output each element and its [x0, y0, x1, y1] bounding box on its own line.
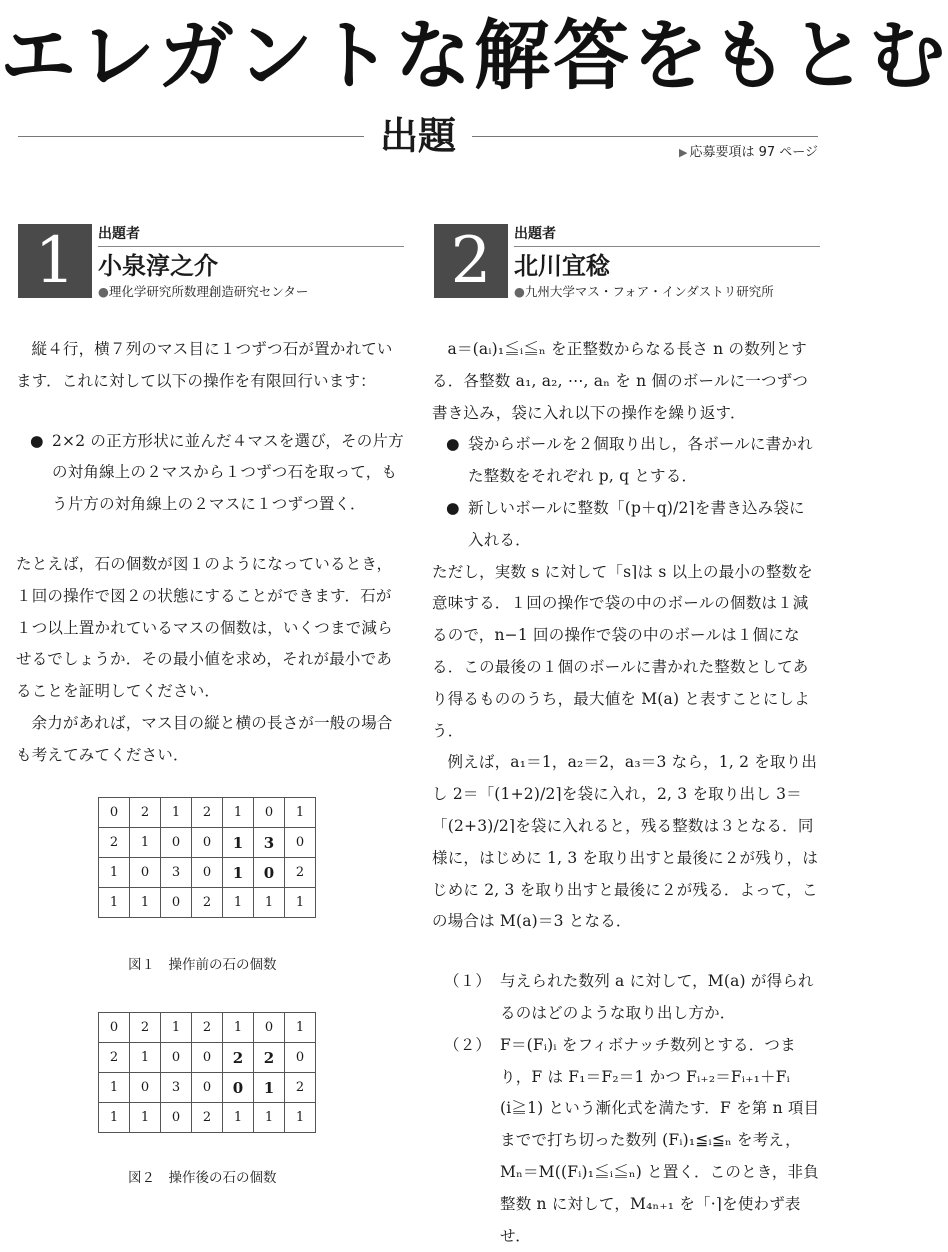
problem-1-author-name: 小泉淳之介: [98, 252, 218, 280]
figure-2-grid: [98, 1012, 316, 1133]
bullet-dot-icon: ●: [98, 284, 109, 299]
grid-cell: 1: [254, 1103, 285, 1133]
question-2-number: （２）: [444, 1035, 492, 1054]
problem-2-bullet-2-text: 新しいボールに整数「(p＋q)/2⌉を書き込み袋に入れる．: [468, 498, 805, 549]
grid-cell: 1: [223, 858, 254, 888]
problem-2-question-2: [432, 1030, 820, 1252]
grid-cell: 0: [192, 858, 223, 888]
problem-2-paragraph-2: ただし，実数 s に対して「s⌉は s 以上の最小の整数を意味する．１回の操作で袋の中のボールの個数は１減るので，n−1 回の操作で袋の中のボールは１個になる．この最後の１個のボールに書かれた整数としてあり得るもののうち，最大値を M(a) と表すことにしよう．: [432, 562, 813, 740]
grid-cell: 0: [192, 1073, 223, 1103]
figure-1-grid: [98, 797, 316, 918]
grid-cell: 2: [130, 1013, 161, 1043]
grid-cell: 1: [285, 1013, 316, 1043]
grid-cell: 0: [99, 1013, 130, 1043]
grid-cell: 3: [161, 1073, 192, 1103]
grid-cell: 0: [192, 828, 223, 858]
grid-cell: 1: [223, 1103, 254, 1133]
question-1-number: （１）: [444, 972, 492, 991]
grid-cell: 0: [192, 1043, 223, 1073]
grid-cell: 2: [285, 858, 316, 888]
grid-cell: 0: [161, 1043, 192, 1073]
grid-cell: 2: [99, 1043, 130, 1073]
grid-cell: 3: [161, 858, 192, 888]
grid-cell: 1: [130, 888, 161, 918]
grid-row: [99, 828, 316, 858]
problem-1-number-badge: 1: [18, 224, 92, 298]
grid-cell: 2: [130, 798, 161, 828]
grid-cell: 1: [161, 1013, 192, 1043]
problem-1-text: [16, 334, 404, 772]
problem-1-bullet: [16, 426, 404, 521]
problem-2-intro: a＝(aᵢ)₁≦ᵢ≦ₙ を正整数からなる長さ n の数列とする．各整数 a₁, a₂, ⋯, aₙ を n 個のボールに一つずつ書き込み，袋に入れ以下の操作を繰り返す．: [432, 340, 809, 422]
problem-2-bullet-1: [432, 429, 820, 493]
bullet-dot-icon: ●: [30, 431, 44, 450]
grid-row: [99, 1043, 316, 1073]
grid-row: [99, 1073, 316, 1103]
problem-1-author-block: [98, 224, 404, 301]
grid-cell: 1: [99, 1103, 130, 1133]
grid-row: [99, 1013, 316, 1043]
grid-cell: 0: [99, 798, 130, 828]
problem-1-paragraph-3: 余力があれば，マス目の縦と横の長さが一般の場合も考えてみてください．: [16, 713, 393, 764]
grid-cell: 0: [161, 828, 192, 858]
grid-cell: 1: [223, 828, 254, 858]
grid-cell: 0: [285, 828, 316, 858]
problem-1-author-rule: [98, 246, 404, 247]
problem-2-author-rule: [514, 246, 820, 247]
triangle-right-icon: ▶: [678, 146, 688, 159]
grid-cell: 0: [254, 798, 285, 828]
problem-1-affiliation-text: 理化学研究所数理創造研究センター: [108, 284, 309, 299]
grid-cell: 1: [99, 858, 130, 888]
grid-row: [99, 1103, 316, 1133]
figure-2-caption: 図２ 操作後の石の個数: [128, 1170, 277, 1186]
grid-cell: 1: [285, 888, 316, 918]
figure-1-caption: 図１ 操作前の石の個数: [128, 957, 277, 973]
problem-2-affiliation: [514, 283, 820, 301]
grid-cell: 2: [254, 1043, 285, 1073]
submission-guide-text: 応募要項は 97 ページ: [689, 145, 818, 160]
grid-cell: 2: [192, 888, 223, 918]
grid-cell: 2: [99, 828, 130, 858]
problem-1-affiliation: [98, 283, 404, 301]
problem-2-question-1: [432, 966, 820, 1030]
problem-2-number-badge: 2: [434, 224, 508, 298]
grid-cell: 1: [285, 1103, 316, 1133]
problem-2-author-block: [514, 224, 820, 301]
problem-2-affiliation-text: 九州大学マス・フォア・インダストリ研究所: [524, 284, 774, 299]
problem-2-author-label: 出題者: [514, 226, 556, 242]
problem-1-intro: 縦４行，横７列のマス目に１つずつ石が置かれています．これに対して以下の操作を有限回行います：: [16, 340, 393, 390]
grid-cell: 1: [161, 798, 192, 828]
grid-row: [99, 798, 316, 828]
grid-cell: 2: [192, 1103, 223, 1133]
bullet-dot-icon: ●: [446, 435, 460, 454]
magazine-column-title: エレガントな解答をもとむ: [0, 11, 948, 100]
problem-2-bullet-2: [432, 493, 820, 557]
problem-2-author-name: 北川宜稔: [514, 252, 610, 280]
grid-cell: 1: [223, 798, 254, 828]
grid-cell: 0: [223, 1073, 254, 1103]
grid-cell: 1: [130, 828, 161, 858]
problem-1-author-label: 出題者: [98, 226, 140, 242]
question-2-text: F＝(Fᵢ)ᵢ をフィボナッチ数列とする．つまり，F は F₁＝F₂＝1 かつ Fᵢ₊₂＝Fᵢ₊₁＋Fᵢ (i≧1) という漸化式を満たす．F を第 n 項目までで打ち切った数列 (Fᵢ)₁≦ᵢ≦ₙ を考え，Mₙ＝M((Fᵢ)₁≦ᵢ≦ₙ) と置く．このとき，非負整数 n に対して，M₄ₙ₊₁ を「·⌉を使わず表せ．: [500, 1035, 820, 1245]
bullet-dot-icon: ●: [514, 284, 525, 299]
section-heading: 出題: [379, 113, 456, 158]
grid-cell: 3: [254, 828, 285, 858]
grid-cell: 2: [192, 1013, 223, 1043]
grid-cell: 2: [192, 798, 223, 828]
grid-cell: 1: [130, 1103, 161, 1133]
grid-cell: 1: [99, 888, 130, 918]
question-1-text: 与えられた数列 a に対して，M(a) が得られるのはどのような取り出し方か．: [500, 972, 814, 1022]
header-rule-left: [18, 136, 364, 137]
problem-1-paragraph-2: たとえば，石の個数が図１のようになっているとき，１回の操作で図２の状態にすることができます．石が１つ以上置かれているマスの個数は，いくつまで減らせるでしょうか．その最小値を求め，それが最小であることを証明してください．: [16, 554, 393, 701]
grid-cell: 0: [161, 1103, 192, 1133]
problem-2-text: [432, 334, 820, 1252]
bullet-dot-icon: ●: [446, 498, 460, 517]
grid-row: [99, 858, 316, 888]
header-rule-right: [472, 136, 818, 137]
grid-cell: 1: [254, 888, 285, 918]
grid-row: [99, 888, 316, 918]
grid-cell: 0: [285, 1043, 316, 1073]
problem-1-bullet-text: 2×2 の正方形状に並んだ４マスを選び，その片方の対角線上の２マスから１つずつ石を取って，もう片方の対角線上の２マスに１つずつ置く．: [52, 431, 404, 514]
grid-cell: 2: [285, 1073, 316, 1103]
grid-cell: 0: [254, 1013, 285, 1043]
grid-cell: 1: [130, 1043, 161, 1073]
grid-cell: 2: [223, 1043, 254, 1073]
grid-cell: 1: [285, 798, 316, 828]
problem-2-bullet-1-text: 袋からボールを２個取り出し，各ボールに書かれた整数をそれぞれ p, q とする．: [468, 435, 813, 486]
grid-cell: 1: [254, 1073, 285, 1103]
grid-cell: 0: [130, 1073, 161, 1103]
submission-guide: [679, 144, 818, 162]
grid-cell: 1: [99, 1073, 130, 1103]
grid-cell: 0: [130, 858, 161, 888]
grid-cell: 1: [223, 888, 254, 918]
problem-2-paragraph-3: 例えば，a₁＝1，a₂＝2，a₃＝3 なら，1, 2 を取り出し 2＝「(1+2)/2⌉を袋に入れ，2, 3 を取り出し 3＝「(2+3)/2⌉を袋に入れると，残る整数は３となる．同様に，はじめに 1, 3 を取り出すと最後に２が残り，はじめに 2, 3 を取り出すと最後に２が残る．よって，この場合は M(a)＝3 となる．: [432, 753, 819, 931]
grid-cell: 0: [254, 858, 285, 888]
grid-cell: 0: [161, 888, 192, 918]
grid-cell: 1: [223, 1013, 254, 1043]
